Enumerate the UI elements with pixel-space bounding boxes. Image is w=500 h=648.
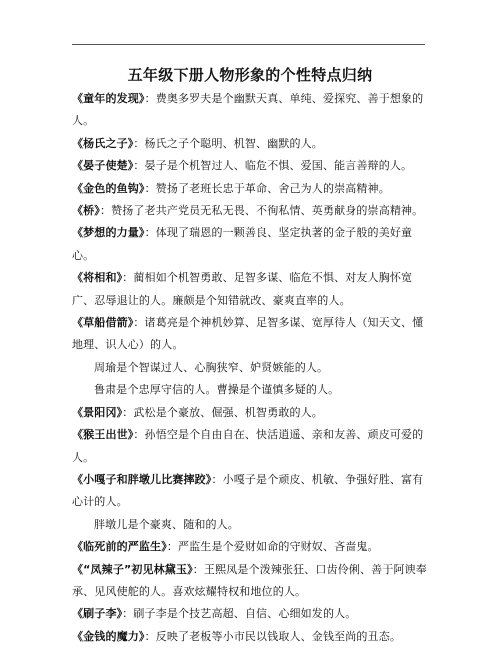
entry-term: 《将相和》 bbox=[72, 271, 123, 285]
entry-text: ：王熙凤是个泼辣张狂、口齿伶俐、善于阿谀奉承、见风使舵的人。喜欢炫耀特权和地位的人。 bbox=[72, 562, 427, 598]
entry-term: 《金钱的魔力》 bbox=[72, 629, 145, 643]
entry-text: ：诸葛亮是个神机妙算、足智多谋、宽厚待人（知天文、懂地理、识人心）的人。 bbox=[72, 316, 424, 352]
entry-paragraph bbox=[72, 200, 428, 222]
entry-text: ：赞扬了老共产党员无私无畏、不徇私情、英勇献身的崇高精神。 bbox=[99, 204, 424, 218]
entry-paragraph bbox=[72, 559, 428, 604]
entry-text: ：费奥多罗夫是个幽默天真、单纯、爱探究、善于想象的人。 bbox=[72, 92, 424, 128]
entry-term: 《桥》 bbox=[72, 204, 100, 218]
entry-text: ：孙悟空是个自由自在、快活逍遥、亲和友善、顽皮可爱的人。 bbox=[72, 428, 424, 464]
entry-term: 《小嘎子和胖墩儿比赛摔跤》 bbox=[72, 472, 212, 486]
document-body bbox=[72, 88, 428, 648]
entry-paragraph bbox=[72, 357, 428, 379]
entry-paragraph bbox=[72, 514, 428, 536]
entry-term: 《景阳冈》 bbox=[72, 405, 123, 419]
entry-paragraph bbox=[72, 88, 428, 133]
entry-paragraph bbox=[72, 312, 428, 357]
entry-text: ：晏子是个机智过人、临危不惧、爱国、能言善辩的人。 bbox=[133, 159, 413, 173]
entry-paragraph bbox=[72, 222, 428, 267]
entry-term: 《“凤辣子”初见林黛玉》 bbox=[72, 562, 193, 576]
entry-text: ：刷子李是个技艺高超、自信、心细如发的人。 bbox=[122, 607, 357, 621]
entry-term: 《晏子使楚》 bbox=[72, 159, 134, 173]
entry-text: ：反映了老板等小市民以钱取人、金钱至尚的丑态。 bbox=[144, 629, 402, 643]
entry-text: 周瑜是个智谋过人、心胸狭窄、妒贤嫉能的人。 bbox=[94, 360, 329, 374]
entry-term: 《猴王出世》 bbox=[72, 428, 134, 442]
entry-paragraph bbox=[72, 155, 428, 177]
entry-text: ：体现了瑞恩的一颗善良、坚定执著的金子般的美好童心。 bbox=[72, 226, 413, 262]
entry-paragraph bbox=[72, 469, 428, 514]
entry-term: 《金色的鱼钩》 bbox=[72, 181, 145, 195]
entry-term: 《草船借箭》 bbox=[72, 316, 134, 330]
entry-text: ：赞扬了老班长忠于革命、舍己为人的崇高精神。 bbox=[144, 181, 390, 195]
entry-term: 《杨氏之子》 bbox=[72, 136, 134, 150]
entry-paragraph bbox=[72, 536, 428, 558]
entry-term: 《临死前的严监生》 bbox=[72, 540, 167, 554]
entry-text: ：武松是个豪放、倔强、机智勇敢的人。 bbox=[122, 405, 323, 419]
entry-paragraph bbox=[72, 267, 428, 312]
entry-term: 《童年的发现》 bbox=[72, 92, 145, 105]
header-rule bbox=[72, 44, 425, 45]
entry-text: 胖墩儿是个豪爽、随和的人。 bbox=[94, 517, 239, 531]
entry-term: 《梦想的力量》 bbox=[72, 226, 145, 240]
entry-paragraph bbox=[72, 178, 428, 200]
entry-text: ：蔺相如个机智勇敢、足智多谋、临危不惧、对友人胸怀宽广、忍辱退让的人。廉颇是个知错就改、豪爽直率的人。 bbox=[72, 271, 413, 307]
entry-text: ：杨氏之子个聪明、机智、幽默的人。 bbox=[133, 136, 323, 150]
entry-paragraph bbox=[72, 603, 428, 625]
entry-paragraph bbox=[72, 402, 428, 424]
page-title: 五年级下册人物形象的个性特点归纳 bbox=[127, 66, 373, 84]
entry-text: 鲁肃是个忠厚守信的人。曹操是个谨慎多疑的人。 bbox=[94, 383, 340, 397]
entry-paragraph bbox=[72, 133, 428, 155]
entry-text: ：小嘎子是个顽皮、机敏、争强好胜、富有心计的人。 bbox=[72, 472, 424, 509]
entry-paragraph bbox=[72, 424, 428, 469]
entry-paragraph bbox=[72, 626, 428, 648]
entry-text: ：严监生是个爱财如命的守财奴、吝啬鬼。 bbox=[166, 540, 379, 554]
entry-term: 《刷子李》 bbox=[72, 607, 123, 621]
entry-paragraph bbox=[72, 379, 428, 401]
